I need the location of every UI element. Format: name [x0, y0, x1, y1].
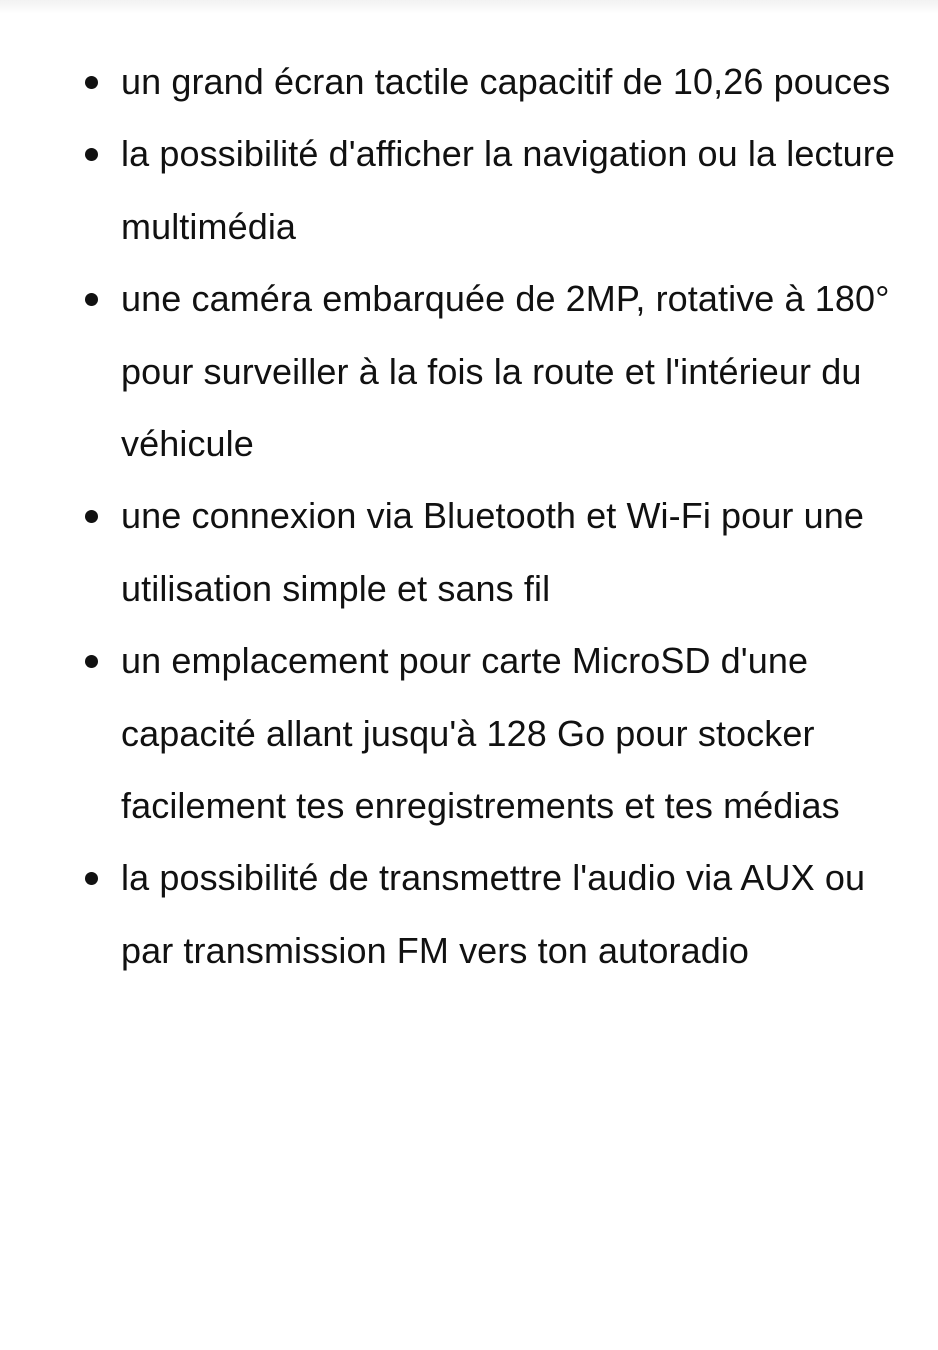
list-item-text: la possibilité d'afficher la navigation ou la lecture multimédia — [121, 133, 895, 247]
bullet-icon — [85, 148, 98, 161]
bullet-icon — [85, 510, 98, 523]
list-item — [0, 480, 938, 625]
bullet-icon — [85, 655, 98, 668]
list-item-text: une caméra embarquée de 2MP, rotative à 180° pour surveiller à la fois la route et l'intérieur du véhicule — [121, 278, 890, 465]
bullet-icon — [85, 293, 98, 306]
list-item — [0, 842, 938, 987]
list-item-text: un emplacement pour carte MicroSD d'une capacité allant jusqu'à 128 Go pour stocker facilement tes enregistrements et tes médias — [121, 640, 840, 827]
list-item — [0, 625, 938, 842]
top-edge-shadow — [0, 0, 938, 14]
list-item-text: la possibilité de transmettre l'audio via AUX ou par transmission FM vers ton autoradio — [121, 857, 866, 971]
list-item-text: une connexion via Bluetooth et Wi-Fi pour une utilisation simple et sans fil — [121, 495, 864, 609]
bullet-icon — [85, 872, 98, 885]
list-item-text: un grand écran tactile capacitif de 10,26 pouces — [121, 61, 891, 102]
feature-list — [0, 46, 938, 987]
list-item — [0, 46, 938, 118]
list-item — [0, 118, 938, 263]
list-item — [0, 263, 938, 480]
bullet-icon — [85, 76, 98, 89]
